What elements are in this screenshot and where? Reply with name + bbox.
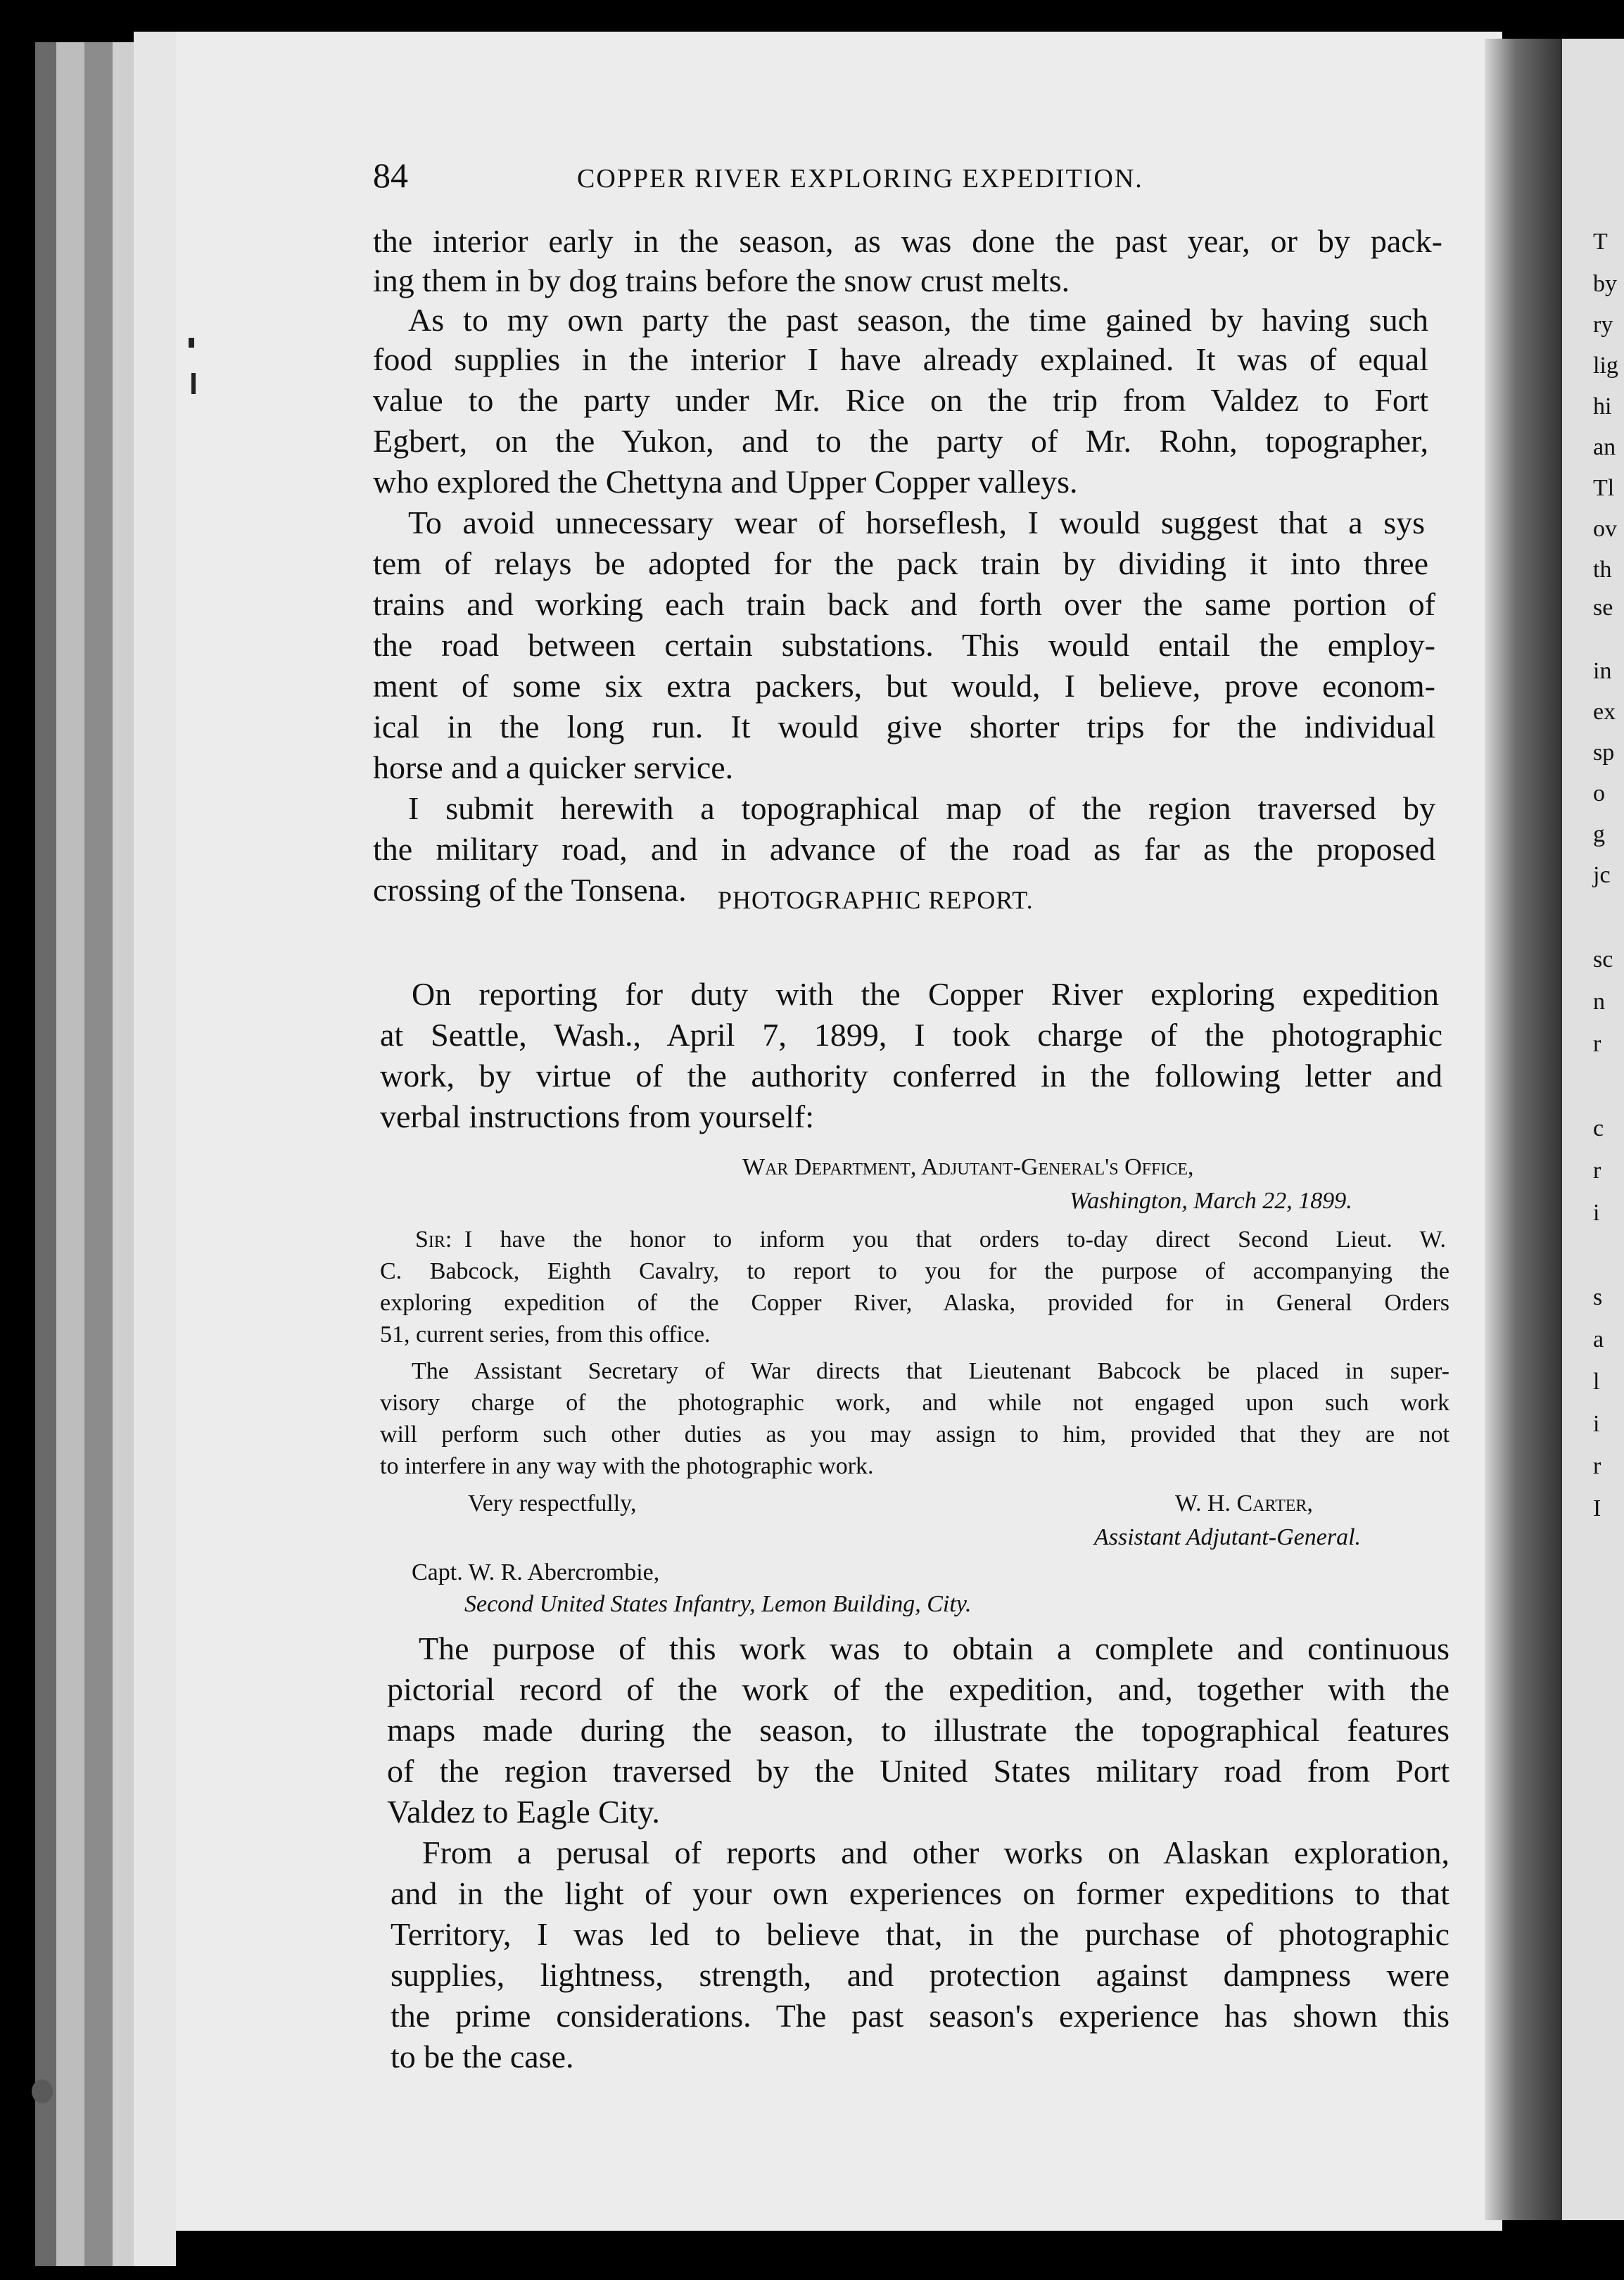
page-number: 84 [373,156,408,195]
facing-page-fragment: i [1593,1411,1600,1437]
text-line: pictorial record of the work of the expedition, and, together with the [387,1671,1449,1707]
facing-page-fragment: n [1593,989,1605,1015]
book-edge [84,42,113,2266]
text-line: horse and a quicker service. [373,749,734,785]
letter-line: The Assistant Secretary of War directs that Lieutenant Babcock be placed in super- [412,1358,1449,1384]
text-line: I submit herewith a topographical map of the region traversed by [408,790,1435,826]
text-line: food supplies in the interior I have already explained. It was of equal [373,341,1428,377]
text-line: ment of some six extra packers, but would, I believe, prove econom- [373,668,1435,704]
text-line: the military road, and in advance of the road as far as the proposed [373,831,1435,867]
ink-speck [191,373,196,394]
letter-origin: War Department, Adjutant-General's Office, [742,1154,1194,1180]
text-line: at Seattle, Wash., April 7, 1899, I took charge of the photographic [380,1017,1442,1053]
facing-page-fragment: l [1593,1369,1600,1395]
letter-place-date: Washington, March 22, 1899. [1070,1188,1352,1214]
facing-page-fragment: th [1593,557,1612,583]
text-line: maps made during the season, to illustrate the topographical features [387,1712,1449,1748]
text-line: tem of relays be adopted for the pack train by dividing it into three [373,545,1428,581]
facing-page-fragment: sc [1593,946,1613,973]
facing-page-fragment: by [1593,271,1617,297]
text-line: ical in the long run. It would give shorter trips for the individual [373,709,1435,745]
facing-page-fragment: s [1593,1284,1603,1310]
text-line: and in the light of your own experiences on former expeditions to that [391,1875,1449,1911]
letter-line: I have the honor to inform you that orders to-day direct Second Lieut. W. [464,1227,1446,1253]
facing-page-fragment: o [1593,780,1605,806]
facing-page-fragment: r [1593,1158,1601,1184]
facing-page-fragment: jc [1593,862,1611,888]
letter-closing: Very respectfully, [468,1490,637,1516]
section-heading: PHOTOGRAPHIC REPORT. [718,886,1034,914]
letter-signer-title: Assistant Adjutant-General. [1094,1524,1362,1550]
text-line: work, by virtue of the authority conferred in the following letter and [380,1058,1442,1094]
facing-page-fragment: r [1593,1453,1601,1479]
letter-line: visory charge of the photographic work, and while not engaged upon such work [380,1390,1449,1416]
facing-page-fragment: in [1593,658,1612,684]
facing-page-fragment: ex [1593,699,1616,725]
facing-page-fragment: Tl [1593,475,1615,501]
letter-line: exploring expedition of the Copper River, Alaska, provided for in General Orders [380,1290,1449,1316]
text-line: supplies, lightness, strength, and protection against dampness were [391,1957,1449,1993]
facing-page-fragment: r [1593,1031,1601,1057]
text-line: the prime considerations. The past season's experience has shown this [391,1998,1449,2034]
book-edge [134,32,176,2266]
text-line: As to my own party the past season, the time gained by having such [408,302,1428,338]
text-line: the interior early in the season, as was done the past year, or by pack- [373,223,1442,259]
facing-page-edge [1562,39,1624,2220]
text-line: to be the case. [391,2039,574,2075]
text-line: who explored the Chettyna and Upper Copper valleys. [373,464,1078,500]
book-edge [113,42,134,2266]
facing-page-fragment: g [1593,821,1605,847]
text-line: crossing of the Tonsena. [373,872,687,908]
facing-page-fragment: T [1593,229,1608,255]
text-line: trains and working each train back and forth over the same portion of [373,586,1435,622]
facing-page-fragment: a [1593,1326,1604,1353]
text-line: ing them in by dog trains before the snow crust melts. [373,262,1070,298]
text-line: To avoid unnecessary wear of horseflesh, I would suggest that a sys [408,505,1425,540]
facing-page-fragment: an [1593,434,1616,460]
ink-speck [189,338,194,348]
facing-page-fragment: I [1593,1495,1601,1521]
facing-page-fragment: se [1593,595,1613,621]
text-line: Egbert, on the Yukon, and to the party of Mr. Rohn, topographer, [373,423,1428,459]
letter-line: 51, current series, from this office. [380,1322,711,1348]
letter-line: C. Babcock, Eighth Cavalry, to report to you for the purpose of accompanying the [380,1258,1449,1284]
facing-page-fragment: c [1593,1115,1604,1141]
facing-page-fragment: i [1593,1200,1600,1226]
text-line: verbal instructions from yourself: [380,1098,815,1134]
text-line: value to the party under Mr. Rice on the trip from Valdez to Fort [373,382,1428,418]
text-line: of the region traversed by the United States military road from Port [387,1753,1449,1789]
facing-page-fragment: ov [1593,516,1617,542]
facing-page-fragment: ry [1593,312,1613,338]
text-line: From a perusal of reports and other works on Alaskan exploration, [422,1835,1449,1870]
book-edge [35,42,56,2266]
ink-speck [32,2079,53,2103]
facing-page-fragment: lig [1593,353,1618,379]
letter-addressee-detail: Second United States Infantry, Lemon Building, City. [464,1591,972,1617]
text-line: Territory, I was led to believe that, in the purchase of photographic [391,1916,1449,1952]
text-line: Valdez to Eagle City. [387,1794,660,1830]
text-line: The purpose of this work was to obtain a complete and continuous [419,1630,1449,1666]
letter-salutation: Sir: [415,1227,452,1253]
letter-signer: W. H. Carter, [1175,1490,1313,1516]
letter-line: will perform such other duties as you may assign to him, provided that they are not [380,1421,1449,1448]
running-title: COPPER RIVER EXPLORING EXPEDITION. [577,164,1143,194]
text-line: the road between certain substations. This would entail the employ- [373,627,1435,663]
text-line: On reporting for duty with the Copper River exploring expedition [412,976,1439,1012]
book-edge [56,42,84,2266]
facing-page-fragment: hi [1593,393,1612,419]
page-gutter-shadow [1485,39,1562,2220]
letter-line: to interfere in any way with the photographic work. [380,1453,874,1479]
letter-addressee: Capt. W. R. Abercrombie, [412,1559,660,1585]
facing-page-fragment: sp [1593,740,1615,766]
